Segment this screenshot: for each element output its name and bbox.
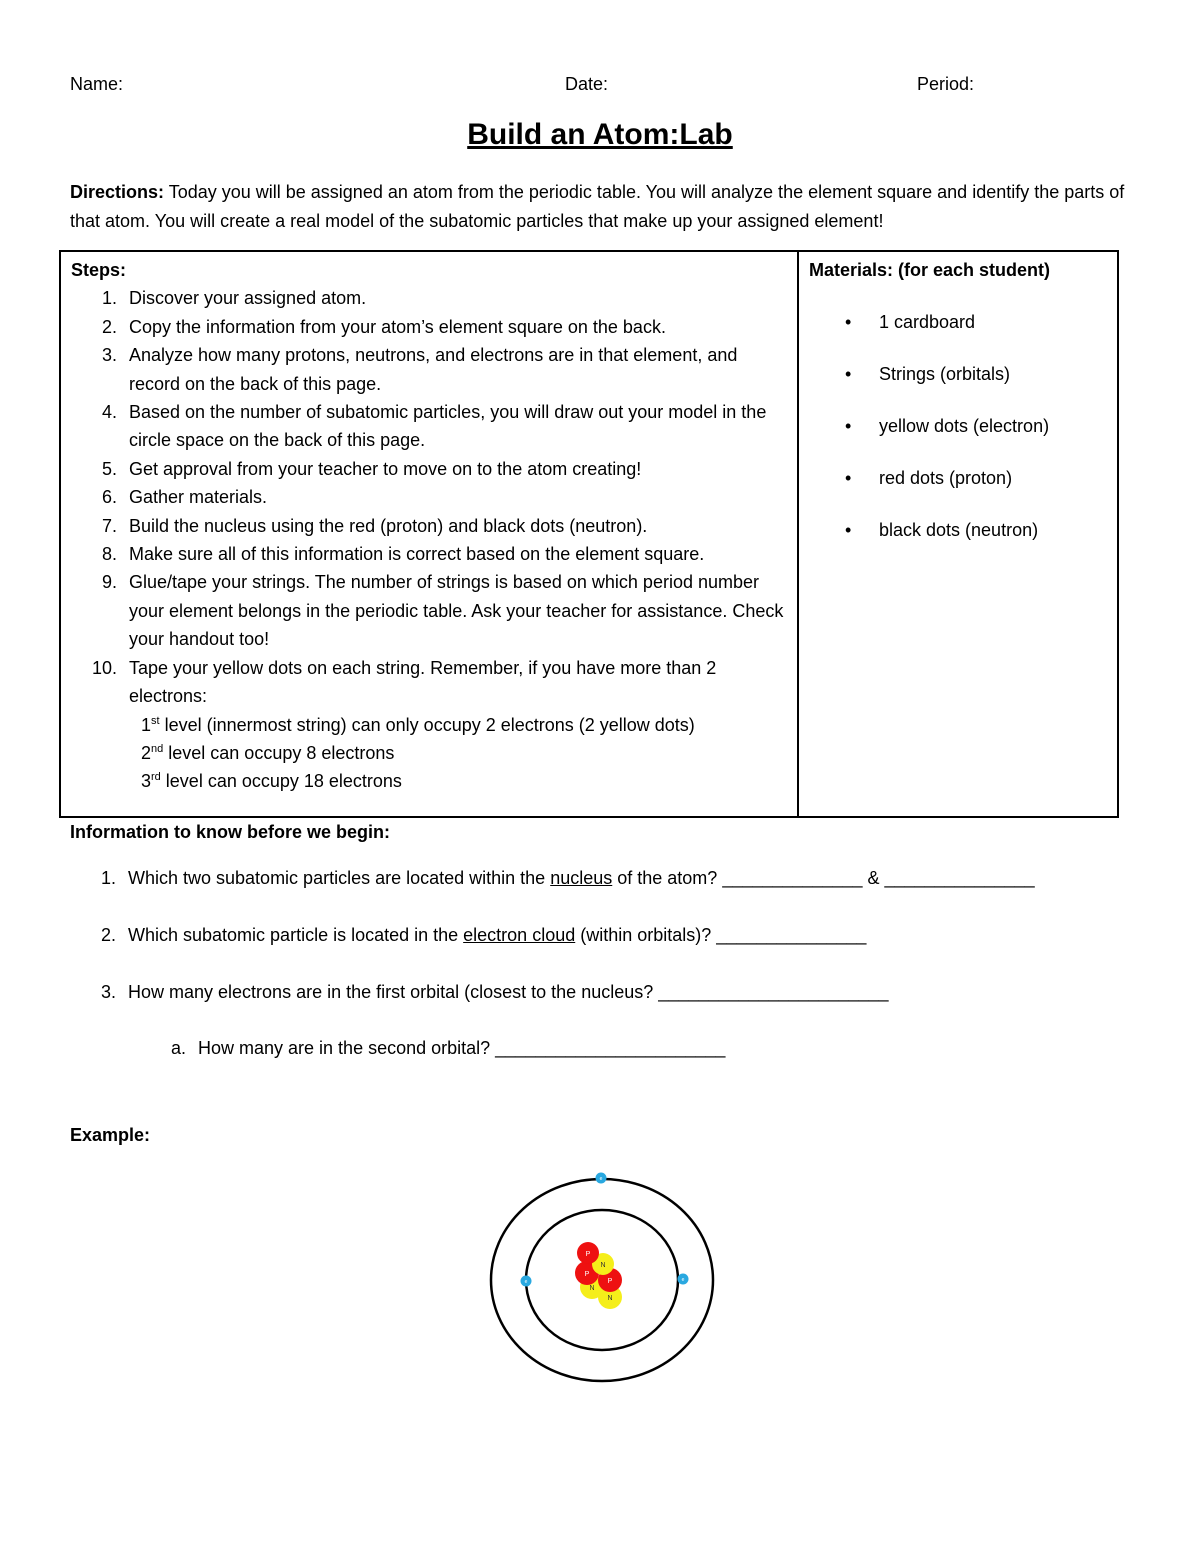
level-number: 3	[141, 771, 152, 792]
step-item	[71, 512, 787, 540]
level-text: level can occupy 18 electrons	[160, 771, 402, 792]
question-3	[70, 978, 889, 1006]
question-text: How many electrons are in the first orbital (closest to the nucleus? _______________________	[128, 982, 889, 1002]
step-text: Glue/tape your strings. The number of strings is based on which period number your element belongs in the periodic table. Ask your teacher for assistance. Check your handout too!	[129, 572, 784, 650]
level-number: 2	[141, 742, 152, 763]
level-suffix: nd	[151, 742, 164, 755]
svg-text:N: N	[600, 1262, 606, 1269]
materials-heading: Materials: (for each student)	[809, 260, 1051, 280]
svg-text:N: N	[607, 1295, 613, 1302]
directions-text: Today you will be assigned an atom from the periodic table. You will analyze the element square and identify the parts of that atom. You will create a real model of the subatomic particles that make up your assigned element!	[70, 182, 1125, 231]
step-text: Make sure all of this information is correct based on the element square.	[129, 544, 705, 565]
period-label: Period:	[917, 74, 975, 94]
steps-materials-table	[59, 250, 1119, 818]
steps-cell	[60, 251, 798, 817]
svg-text:P: P	[585, 1251, 591, 1258]
level-text: level (innermost string) can only occupy 2 electrons (2 yellow dots)	[159, 714, 695, 735]
material-item: • red dots (proton)	[809, 464, 1107, 492]
question-number: 3.	[100, 982, 116, 1002]
step-item	[71, 455, 787, 483]
step-item	[71, 654, 787, 711]
step-number: 9.	[101, 572, 117, 593]
material-item: • yellow dots (electron)	[809, 412, 1107, 440]
example-label: Example:	[70, 1125, 151, 1145]
question-text: Which subatomic particle is located in the electron cloud (within orbitals)? _______________	[128, 925, 867, 945]
step-text: Based on the number of subatomic particles, you will draw out your model in the circle space on the back of this page.	[129, 402, 767, 451]
question-text: How many are in the second orbital? _______________________	[198, 1038, 726, 1058]
electron-right	[678, 1274, 689, 1285]
level-suffix: st	[151, 714, 160, 727]
step-item	[71, 313, 787, 341]
step-item	[71, 398, 787, 455]
material-item: • Strings (orbitals)	[809, 360, 1107, 388]
svg-text:P: P	[607, 1278, 613, 1285]
question-number: 2.	[100, 925, 116, 945]
electron-left	[521, 1276, 532, 1287]
level-suffix: rd	[151, 771, 161, 784]
name-label: Name:	[70, 74, 124, 94]
step-text: Copy the information from your atom’s element square on the back.	[129, 316, 666, 337]
step-number: 6.	[101, 487, 117, 508]
svg-text:N: N	[589, 1285, 595, 1292]
materials-cell	[798, 251, 1118, 817]
step-number: 8.	[101, 544, 117, 565]
step-number: 2.	[101, 316, 117, 337]
underlined-term: electron cloud	[463, 925, 576, 945]
step-text: Discover your assigned atom.	[129, 288, 367, 309]
svg-text:e: e	[681, 1277, 685, 1283]
proton	[577, 1242, 599, 1264]
svg-text:e: e	[524, 1279, 528, 1285]
step-text: Get approval from your teacher to move on to the atom creating!	[129, 458, 642, 479]
material-item: • black dots (neutron)	[809, 516, 1107, 544]
nucleus	[575, 1242, 622, 1309]
page-title: Build an Atom:Lab	[467, 118, 733, 151]
step-number: 4.	[101, 402, 117, 423]
atom-diagram	[480, 1165, 730, 1395]
question-number: 1.	[100, 868, 116, 888]
level-line	[71, 711, 787, 739]
underlined-term: nucleus	[550, 868, 613, 888]
step-item	[71, 284, 787, 312]
level-line	[71, 739, 787, 767]
directions-label: Directions:	[70, 182, 165, 202]
electron-top	[596, 1173, 607, 1184]
level-line	[71, 767, 787, 795]
question-text: Which two subatomic particles are located within the nucleus of the atom? ______________ & _______________	[128, 868, 1035, 888]
step-number: 7.	[101, 515, 117, 536]
step-text: Analyze how many protons, neutrons, and electrons are in that element, and record on the back of this page.	[129, 345, 738, 394]
date-label: Date:	[565, 74, 609, 94]
step-text: Build the nucleus using the red (proton) and black dots (neutron).	[129, 515, 648, 536]
step-number: 5.	[101, 458, 117, 479]
question-3a	[140, 1034, 725, 1062]
step-number: 3.	[101, 345, 117, 366]
step-item	[71, 341, 787, 398]
level-number: 1	[141, 714, 152, 735]
step-text: Gather materials.	[129, 487, 268, 508]
question-number: a.	[170, 1038, 186, 1058]
question-1	[70, 864, 1035, 892]
level-text: level can occupy 8 electrons	[163, 742, 395, 763]
step-item	[71, 568, 787, 653]
svg-text:e: e	[599, 1176, 603, 1182]
question-2	[70, 921, 866, 949]
directions	[70, 178, 1130, 236]
step-number: 1.	[101, 288, 117, 309]
info-title: Information to know before we begin:	[70, 822, 391, 842]
step-text: Tape your yellow dots on each string. Remember, if you have more than 2 electrons:	[129, 657, 717, 707]
svg-text:P: P	[584, 1271, 590, 1278]
step-item	[71, 483, 787, 511]
steps-heading: Steps:	[71, 260, 127, 280]
step-item	[71, 540, 787, 568]
step-number: 10.	[91, 657, 117, 678]
material-item: • 1 cardboard	[809, 308, 1107, 336]
